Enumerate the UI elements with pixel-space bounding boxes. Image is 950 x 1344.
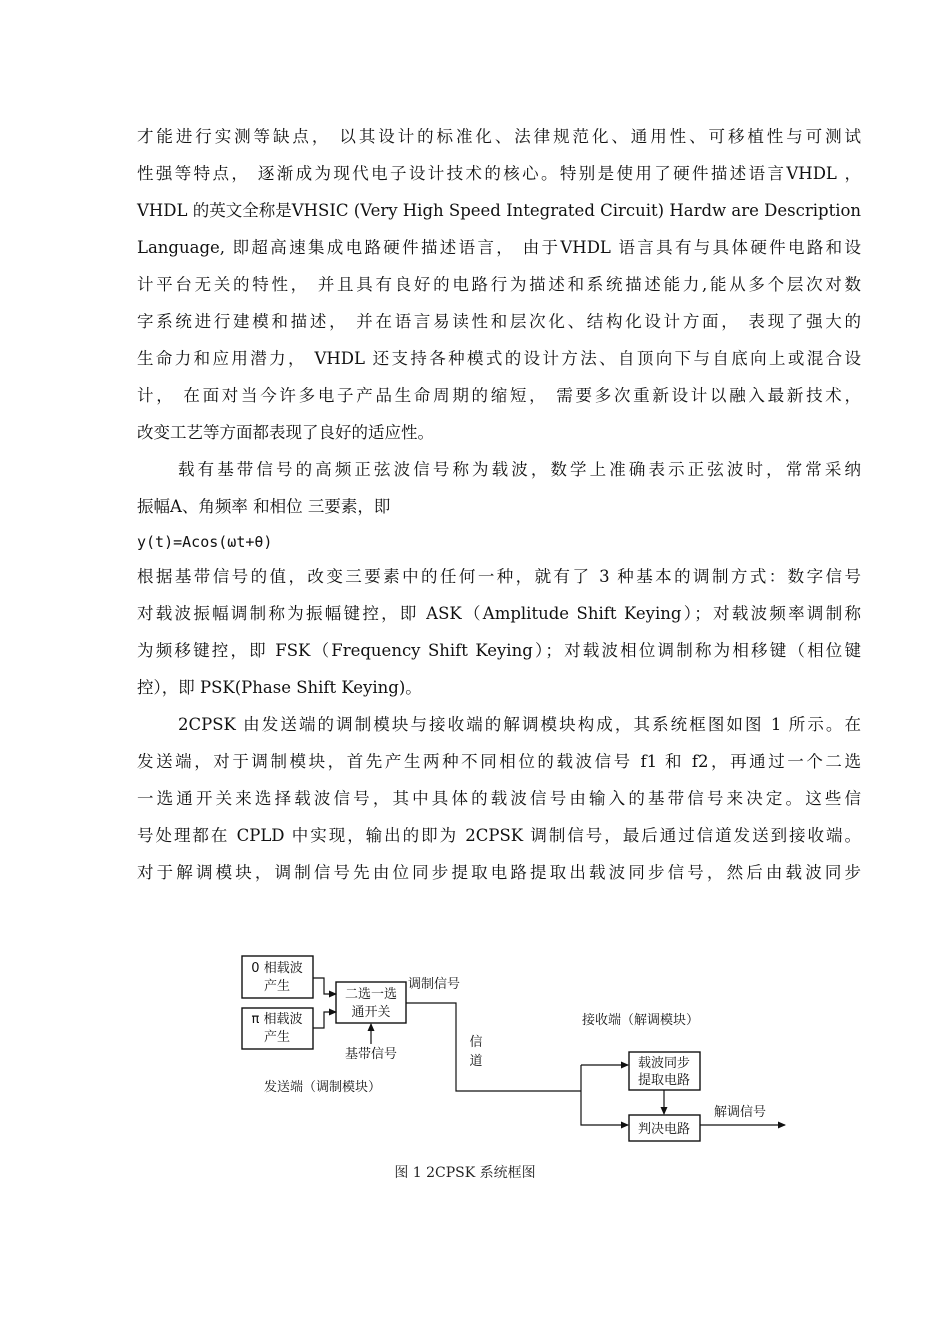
figure-caption: 图 1 2CPSK 系统框图	[394, 1165, 536, 1181]
zero-phase-label-1: 0 相载波	[251, 961, 303, 976]
paragraph-2-line-2: 振幅A、角频率 和相位 三要素，即	[137, 497, 391, 516]
paragraph-1-line-6: 字系统进行建模和描述， 并在语言易读性和层次化、结构化设计方面， 表现了强大的	[137, 312, 861, 331]
paragraph-1-line-5: 计平台无关的特性， 并且具有良好的电路行为描述和系统描述能力,能从多个层次对数	[137, 275, 861, 294]
channel-label-1: 信	[469, 1035, 483, 1050]
paragraph-3-line-4: 控），即 PSK(Phase Shift Keying)。	[137, 678, 422, 697]
paragraph-3-line-3: 为频移键控，即 FSK（Frequency Shift Keying）；对载波相位调制称为相移键（相位键	[137, 641, 861, 660]
receiver-label: 接收端（解调模块）	[582, 1013, 700, 1028]
paragraph-4-line-4: 号处理都在 CPLD 中实现，输出的即为 2CPSK 调制信号，最后通过信道发送到接收端。	[137, 826, 861, 845]
sync-label-2: 提取电路	[637, 1073, 691, 1088]
paragraph-4-line-5: 对于解调模块，调制信号先由位同步提取电路提取出载波同步信号，然后由载波同步	[137, 863, 861, 882]
pi-phase-arrow	[313, 1012, 336, 1028]
channel-label-2: 道	[469, 1054, 483, 1069]
pi-phase-label-1: π 相载波	[251, 1012, 303, 1027]
paragraph-1-line-9: 改变工艺等方面都表现了良好的适应性。	[137, 423, 434, 442]
paragraph-4-line-1: 2CPSK 由发送端的调制模块与接收端的解调模块构成，其系统框图如图 1 所示。在	[178, 715, 861, 734]
sync-label-1: 载波同步	[637, 1056, 691, 1071]
formula: y(t)=Acos(ωt+θ)	[137, 533, 273, 551]
paragraph-1-line-3: VHDL 的英文全称是VHSIC (Very High Speed Integrated Circuit) Hardw are Description	[137, 201, 862, 220]
paragraph-3-line-2: 对载波振幅调制称为振幅键控，即 ASK（Amplitude Shift Keying）；对载波频率调制称	[137, 604, 861, 623]
modulated-signal-label: 调制信号	[408, 977, 461, 992]
channel-line	[406, 1003, 581, 1091]
baseband-label: 基带信号	[344, 1047, 398, 1062]
demodulated-label: 解调信号	[714, 1105, 767, 1120]
paragraph-3-line-1: 根据基带信号的值，改变三要素中的任何一种，就有了 3 种基本的调制方式：数字信号	[137, 567, 861, 586]
paragraph-1-line-8: 计， 在面对当今许多电子产品生命周期的缩短， 需要多次重新设计以融入最新技术，	[137, 386, 861, 405]
zero-phase-label-2: 产生	[263, 979, 291, 994]
paragraph-1-line-4: Language, 即超高速集成电路硬件描述语言， 由于VHDL 语言具有与具体硬件电路和设	[137, 238, 861, 257]
paragraph-1-line-1: 才能进行实测等缺点， 以其设计的标准化、法律规范化、通用性、可移植性与可测试	[137, 127, 861, 146]
decision-label: 判决电路	[637, 1122, 691, 1137]
selector-label-1: 二选一选	[344, 987, 398, 1002]
selector-label-2: 通开关	[351, 1005, 391, 1020]
paragraph-4-line-3: 一选通开关来选择载波信号，其中具体的载波信号由输入的基带信号来决定。这些信	[137, 789, 861, 808]
transmitter-label: 发送端（调制模块）	[264, 1080, 382, 1095]
paragraph-2-line-1: 载有基带信号的高频正弦波信号称为载波，数学上准确表示正弦波时，常常采纳	[178, 460, 861, 479]
paragraph-1-line-7: 生命力和应用潜力， VHDL 还支持各种模式的设计方法、自顶向下与自底向上或混合设	[137, 349, 861, 368]
paragraph-1-line-2: 性强等特点， 逐渐成为现代电子设计技术的核心。特别是使用了硬件描述语言VHDL ，	[137, 164, 861, 183]
pi-phase-label-2: 产生	[263, 1030, 291, 1045]
block-diagram	[230, 948, 790, 1148]
zero-phase-arrow	[313, 978, 336, 994]
to-decision-arrow	[581, 1065, 628, 1125]
paragraph-4-line-2: 发送端，对于调制模块，首先产生两种不同相位的载波信号 f1 和 f2，再通过一个二选	[137, 752, 861, 771]
